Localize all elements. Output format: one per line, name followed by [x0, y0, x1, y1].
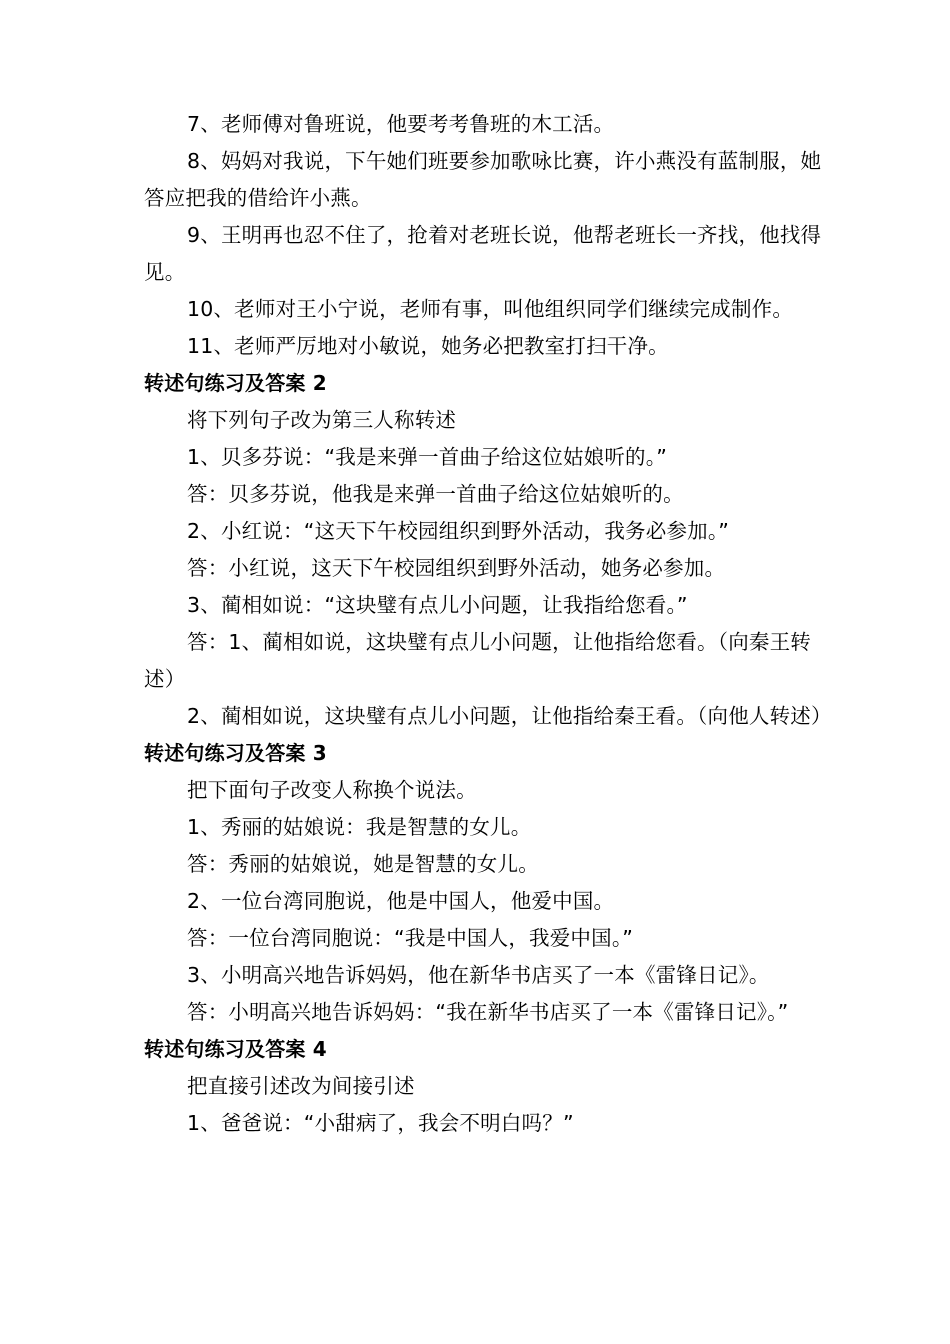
paragraph: 答：一位台湾同胞说：“我是中国人，我爱中国。” — [187, 926, 634, 950]
section-heading: 转述句练习及答案 4 — [144, 1037, 327, 1061]
section-heading: 转述句练习及答案 3 — [144, 741, 327, 765]
paragraph: 答：秀丽的姑娘说，她是智慧的女儿。 — [187, 852, 539, 876]
paragraph: 答：贝多芬说，他我是来弹一首曲子给这位姑娘听的。 — [187, 482, 684, 506]
paragraph: 2、小红说：“这天下午校园组织到野外活动，我务必参加。” — [187, 519, 730, 543]
paragraph: 2、蔺相如说，这块璧有点儿小问题，让他指给秦王看。（向他人转述） — [187, 704, 832, 728]
paragraph: 把下面句子改变人称换个说法。 — [187, 778, 477, 802]
paragraph: 10、老师对王小宁说，老师有事，叫他组织同学们继续完成制作。 — [187, 297, 794, 321]
paragraph: 2、一位台湾同胞说，他是中国人，他爱中国。 — [187, 889, 615, 913]
paragraph: 9、王明再也忍不住了，抢着对老班长说，他帮老班长一齐找，他找得见。 — [144, 223, 822, 284]
paragraph: 把直接引述改为间接引述 — [187, 1074, 415, 1098]
document-body — [144, 106, 834, 1142]
paragraph: 1、贝多芬说：“我是来弹一首曲子给这位姑娘听的。” — [187, 445, 668, 469]
paragraph: 答：小红说，这天下午校园组织到野外活动，她务必参加。 — [187, 556, 726, 580]
paragraph: 答：小明高兴地告诉妈妈：“我在新华书店买了一本《雷锋日记》。” — [187, 1000, 789, 1024]
paragraph: 将下列句子改为第三人称转述 — [187, 408, 457, 432]
paragraph: 1、爸爸说：“小甜病了，我会不明白吗？” — [187, 1111, 574, 1135]
paragraph: 1、秀丽的姑娘说：我是智慧的女儿。 — [187, 815, 532, 839]
paragraph: 3、蔺相如说：“这块璧有点儿小问题，让我指给您看。” — [187, 593, 688, 617]
paragraph: 11、老师严厉地对小敏说，她务必把教室打扫干净。 — [187, 334, 669, 358]
paragraph: 3、小明高兴地告诉妈妈，他在新华书店买了一本《雷锋日记》。 — [187, 963, 770, 987]
section-heading: 转述句练习及答案 2 — [144, 371, 327, 395]
paragraph: 答：1、蔺相如说，这块璧有点儿小问题，让他指给您看。（向秦王转述） — [144, 630, 811, 691]
paragraph: 7、老师傅对鲁班说，他要考考鲁班的木工活。 — [187, 112, 615, 136]
paragraph: 8、妈妈对我说，下午她们班要参加歌咏比赛，许小燕没有蓝制服，她答应把我的借给许小燕。 — [144, 149, 822, 210]
